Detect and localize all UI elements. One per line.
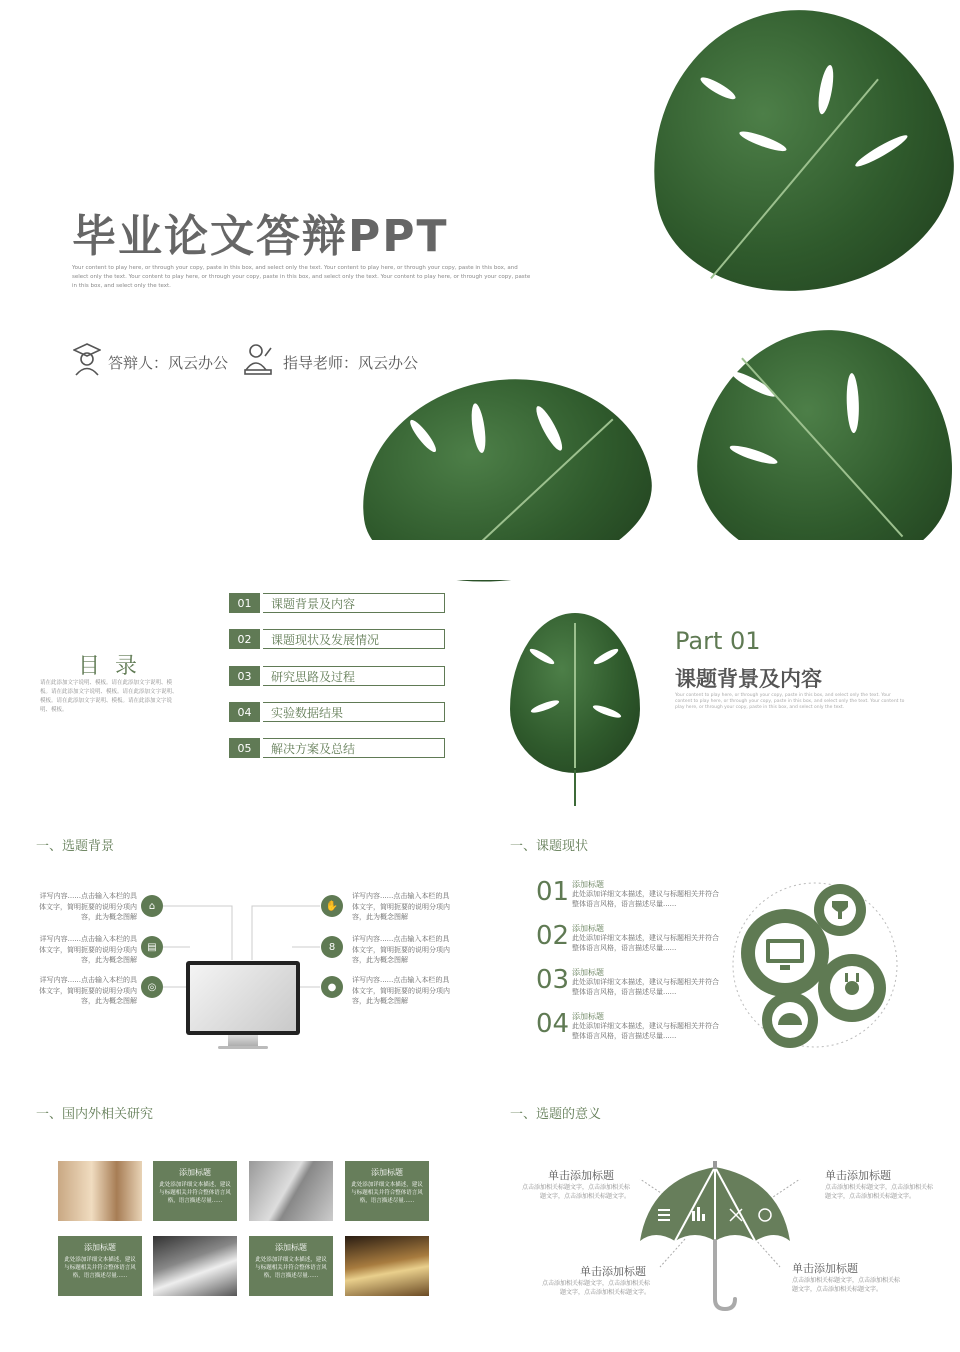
toc-label: 课题现状及发展情况 bbox=[263, 629, 445, 649]
toc-item-4[interactable] bbox=[229, 702, 445, 722]
person-icon: 8 bbox=[321, 936, 343, 958]
bg-text-right-2: 详写内容......点击输入本栏的具体文字，简明扼要的说明分项内容，此为概念图解 bbox=[352, 935, 450, 964]
toc-number: 04 bbox=[229, 702, 260, 722]
meaning-head-1: 单击添加标题 bbox=[548, 1169, 614, 1182]
toc-number: 03 bbox=[229, 666, 260, 686]
toc-desc: 请在此添加文字说明、模板。请在此添加文字说明、模板。请在此添加文字说明、模板。请在此添加文字说明、模板。请在此添加文字说明、模板。请在此添加文字说明、模板。 bbox=[40, 680, 178, 713]
status-slide bbox=[480, 815, 960, 1075]
card-head: 添加标题 bbox=[371, 1168, 403, 1177]
bg-text-left-3: 详写内容......点击输入本栏的具体文字，简明扼要的说明分项内容，此为概念图解 bbox=[39, 976, 137, 1005]
part-title: 课题背景及内容 bbox=[675, 667, 822, 691]
card-head: 添加标题 bbox=[179, 1168, 211, 1177]
toc-label: 研究思路及过程 bbox=[263, 666, 445, 686]
status-number-3: 03 bbox=[536, 965, 570, 995]
cover-subtitle: Your content to play here, or through your copy, paste in this box, and select only the text. Your content to play here, or through your copy, paste in this box, and select only the text. Your content to play here, or through your copy, paste in this box, and select only the text. Your content to play here, or through your copy, paste in this box, and select only the text. bbox=[72, 265, 531, 289]
meaning-head-2: 单击添加标题 bbox=[825, 1169, 891, 1182]
background-title: 一、选题背景 bbox=[36, 839, 115, 854]
research-slide bbox=[0, 1085, 480, 1352]
toc-number: 02 bbox=[229, 629, 260, 649]
card-text: 此处添加详细文本描述，建议与标题相关并符合整体语言风格，语言描述尽量...... bbox=[255, 1257, 327, 1279]
leaf-image-top-right bbox=[628, 0, 960, 314]
status-text-2: 此处添加详细文本描述，建议与标题相关并符合整体语言风格，语言描述尽量...... bbox=[572, 934, 719, 952]
meaning-text-1: 点击添加相关标题文字，点击添加相关标题文字，点击添加相关标题文字。 bbox=[521, 1184, 630, 1200]
meaning-slide bbox=[480, 1085, 960, 1352]
research-card-1 bbox=[153, 1161, 237, 1221]
part-desc: Your content to play here, or through your copy, paste in this box, and select only the text. Your content to play here, or through your copy, paste in this box, and select only the text. Your content to play here, or through your copy, paste in this box, and select only the text. bbox=[675, 693, 905, 710]
status-number-4: 04 bbox=[536, 1009, 570, 1039]
meaning-head-3: 单击添加标题 bbox=[580, 1265, 646, 1278]
status-text-1: 此处添加详细文本描述，建议与标题相关并符合整体语言风格，语言描述尽量...... bbox=[572, 890, 719, 908]
card-head: 添加标题 bbox=[275, 1243, 307, 1252]
bg-text-left-1: 详写内容......点击输入本栏的具体文字，简明扼要的说明分项内容，此为概念图解 bbox=[39, 892, 137, 921]
card-text: 此处添加详细文本描述，建议与标题相关并符合整体语言风格，语言描述尽量...... bbox=[64, 1257, 136, 1279]
status-head-4: 添加标题 bbox=[572, 1012, 604, 1021]
status-number-2: 02 bbox=[536, 921, 570, 951]
meaning-text-4: 点击添加相关标题文字，点击添加相关标题文字，点击添加相关标题文字。 bbox=[792, 1277, 901, 1293]
research-title: 一、国内外相关研究 bbox=[36, 1107, 154, 1122]
status-head-2: 添加标题 bbox=[572, 924, 604, 933]
meaning-text-2: 点击添加相关标题文字，点击添加相关标题文字，点击添加相关标题文字。 bbox=[825, 1184, 934, 1200]
umbrella-graphic bbox=[630, 1159, 810, 1319]
toc-item-3[interactable] bbox=[229, 666, 445, 686]
home-icon: ⌂ bbox=[141, 895, 163, 917]
bg-text-left-2: 详写内容......点击输入本栏的具体文字，简明扼要的说明分项内容，此为概念图解 bbox=[39, 935, 137, 964]
card-text: 此处添加详细文本描述，建议与标题相关并符合整体语言风格，语言描述尽量...... bbox=[159, 1182, 231, 1204]
defender-label: 答辩人：风云办公 bbox=[108, 354, 229, 372]
status-head-1: 添加标题 bbox=[572, 880, 604, 889]
book-photo-1 bbox=[58, 1161, 142, 1221]
toc-number: 01 bbox=[229, 593, 260, 613]
research-card-4 bbox=[249, 1236, 333, 1296]
toc-title: 目 录 bbox=[78, 654, 141, 679]
bulb-icon: ◎ bbox=[141, 976, 163, 998]
status-text-4: 此处添加详细文本描述，建议与标题相关并符合整体语言风格，语言描述尽量...... bbox=[572, 1022, 719, 1040]
book-photo-2 bbox=[249, 1161, 333, 1221]
toc-number: 05 bbox=[229, 738, 260, 758]
graduate-icon bbox=[73, 342, 101, 376]
toc-label: 课题背景及内容 bbox=[263, 593, 445, 613]
toc-label: 解决方案及总结 bbox=[263, 738, 445, 758]
hand-icon: ✋ bbox=[321, 895, 343, 917]
single-leaf-image bbox=[510, 613, 640, 773]
status-head-3: 添加标题 bbox=[572, 968, 604, 977]
research-card-3 bbox=[58, 1236, 142, 1296]
card-head: 添加标题 bbox=[84, 1243, 116, 1252]
mic-icon: ● bbox=[321, 976, 343, 998]
meaning-text-3: 点击添加相关标题文字，点击添加相关标题文字，点击添加相关标题文字。 bbox=[541, 1280, 650, 1296]
book-photo-4 bbox=[345, 1236, 429, 1296]
gears-graphic bbox=[730, 875, 900, 1055]
status-text-3: 此处添加详细文本描述，建议与标题相关并符合整体语言风格，语言描述尽量...... bbox=[572, 978, 719, 996]
toc-item-1[interactable] bbox=[229, 593, 445, 613]
research-card-2 bbox=[345, 1161, 429, 1221]
toc-item-5[interactable] bbox=[229, 738, 445, 758]
document-icon: ▤ bbox=[141, 936, 163, 958]
toc-label: 实验数据结果 bbox=[263, 702, 445, 722]
background-slide bbox=[0, 815, 480, 1075]
bg-text-right-3: 详写内容......点击输入本栏的具体文字，简明扼要的说明分项内容，此为概念图解 bbox=[352, 976, 450, 1005]
advisor-label: 指导老师：风云办公 bbox=[283, 354, 419, 372]
book-photo-3 bbox=[153, 1236, 237, 1296]
part-slide bbox=[480, 575, 960, 805]
cover-title: 毕业论文答辩PPT bbox=[72, 211, 449, 262]
part-label: Part 01 bbox=[675, 627, 761, 655]
leaf-stem bbox=[574, 770, 576, 806]
teacher-icon bbox=[243, 342, 273, 376]
bg-text-right-1: 详写内容......点击输入本栏的具体文字，简明扼要的说明分项内容，此为概念图解 bbox=[352, 892, 450, 921]
status-title: 一、课题现状 bbox=[510, 839, 589, 854]
status-number-1: 01 bbox=[536, 877, 570, 907]
meaning-title: 一、选题的意义 bbox=[510, 1107, 602, 1122]
meaning-head-4: 单击添加标题 bbox=[792, 1262, 858, 1275]
cover-slide bbox=[0, 0, 960, 540]
toc-item-2[interactable] bbox=[229, 629, 445, 649]
card-text: 此处添加详细文本描述，建议与标题相关并符合整体语言风格，语言描述尽量...... bbox=[351, 1182, 423, 1204]
monitor-image bbox=[186, 961, 300, 1035]
